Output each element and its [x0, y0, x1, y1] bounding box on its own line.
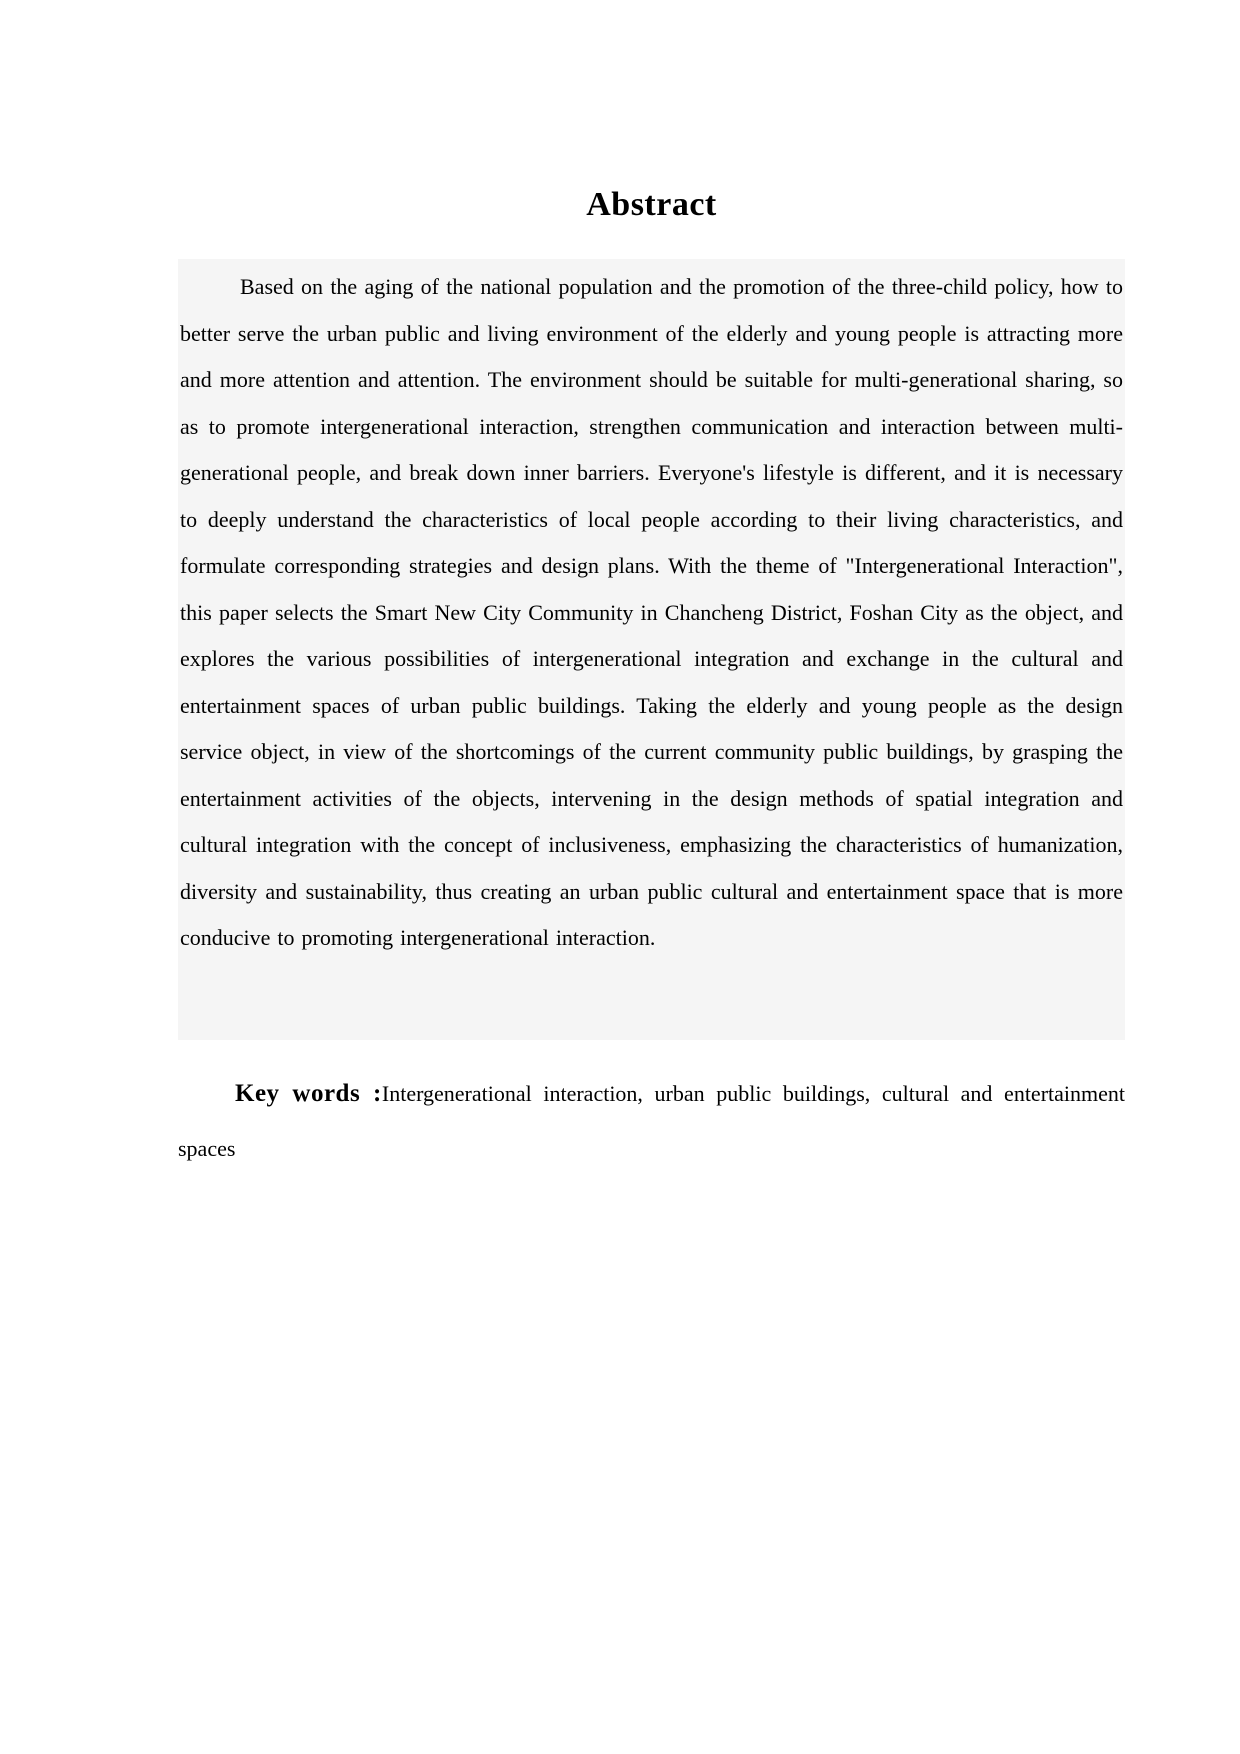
keywords-line — [178, 1066, 1125, 1176]
keywords-text: Intergenerational interaction, urban public buildings, cultural and entertainment spaces — [178, 1080, 1125, 1161]
content-column — [178, 0, 1125, 1176]
abstract-highlight-block — [178, 259, 1125, 1040]
keywords-label: Key words : — [235, 1079, 382, 1107]
page-title: Abstract — [586, 186, 717, 223]
abstract-paragraph: Based on the aging of the national population and the promotion of the three-child policy, how to better serve the urban public and living environment of the elderly and young people is attracting more and more attention and attention. The environment should be suitable for multi-generational sharing, so as to promote intergenerational interaction, strengthen communication and interaction between multi-generational people, and break down inner barriers. Everyone's lifestyle is different, and it is necessary to deeply understand the characteristics of local people according to their living characteristics, and formulate corresponding strategies and design plans. With the theme of "Intergenerational Interaction", this paper selects the Smart New City Community in Chancheng District, Foshan City as the object, and explores the various possibilities of intergenerational integration and exchange in the cultural and entertainment spaces of urban public buildings. Taking the elderly and young people as the design service object, in view of the shortcomings of the current community public buildings, by grasping the entertainment activities of the objects, intervening in the design methods of spatial integration and cultural integration with the concept of inclusiveness, emphasizing the characteristics of humanization, diversity and sustainability, thus creating an urban public cultural and entertainment space that is more conducive to promoting intergenerational interaction. — [180, 274, 1123, 950]
